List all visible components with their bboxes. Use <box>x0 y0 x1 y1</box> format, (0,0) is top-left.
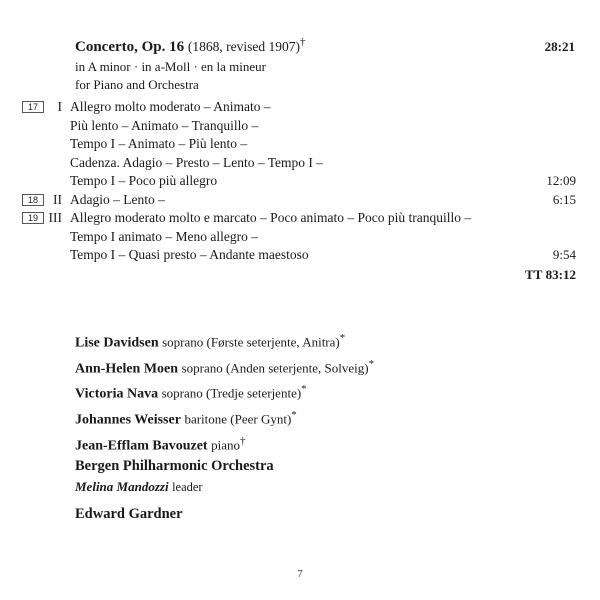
total-time-value: 83:12 <box>545 266 576 282</box>
performer-name: Ann-Helen Moen <box>75 361 179 377</box>
movement-line <box>70 246 600 265</box>
movement-numeral: II <box>53 191 62 207</box>
movement-line <box>70 228 600 247</box>
movement-line-text: Più lento – Animato – Tranquillo – <box>70 117 259 133</box>
movement-row <box>0 209 600 265</box>
movement-list <box>0 98 600 283</box>
movement-line-text: Tempo I – Poco più allegro <box>70 173 218 188</box>
movement-row <box>0 98 600 191</box>
performer-role: soprano (Anden seterjente, Solveig) <box>181 360 369 376</box>
movement-line <box>70 209 600 228</box>
movement-line-text: Tempo I – Animato – Più lento – <box>70 136 248 151</box>
performer-name: Johannes Weisser <box>75 412 181 428</box>
movement-text-block <box>70 98 600 191</box>
track-number: 17 <box>22 101 44 113</box>
performer-row-ensemble <box>75 456 555 477</box>
performer-row <box>75 379 555 405</box>
performer-list <box>75 328 555 525</box>
ensemble-name: Bergen Philharmonic Orchestra <box>75 458 274 475</box>
performer-row <box>75 431 555 457</box>
work-subtitle-key: in A minor · in a-Moll · en la mineur <box>75 59 266 74</box>
movement-numeral: III <box>48 210 62 225</box>
performer-role: soprano (Tredje seterjente) <box>161 385 302 401</box>
work-subtitle-forces: for Piano and Orchestra <box>75 77 199 92</box>
movement-line <box>70 117 600 136</box>
movement-line-text: Allegro moderato molto e marcato – Poco animato – Poco più tranquillo – <box>70 210 472 225</box>
total-time-label: TT <box>525 266 543 282</box>
total-time-row <box>0 267 600 283</box>
performer-name: Jean-Efflam Bavouzet <box>75 438 208 454</box>
movement-line-text: Tempo I – Quasi presto – Andante maestoso <box>70 247 309 262</box>
performer-row <box>75 405 555 431</box>
movement-line-text: Cadenza. Adagio – Presto – Lento – Tempo I – <box>70 154 324 170</box>
movement-line-duration: 9:54 <box>552 247 576 262</box>
performer-name: Lise Davidsen <box>75 335 159 351</box>
movement-text-block <box>70 191 600 210</box>
movement-row <box>0 191 600 210</box>
leader-role: leader <box>172 480 203 495</box>
movement-line <box>70 154 600 173</box>
performer-row-leader <box>75 477 555 498</box>
performer-row-conductor <box>75 504 555 525</box>
work-title-dates: (1868, revised 1907) <box>187 39 301 54</box>
performer-role: soprano (Første seterjente, Anitra) <box>162 334 340 350</box>
work-title-main: Concerto, Op. 16 <box>75 39 185 55</box>
track-number: 19 <box>22 212 44 224</box>
movement-line-text: Allegro molto moderato – Animato – <box>70 99 271 114</box>
performer-marker: * <box>368 357 375 370</box>
work-title <box>75 33 306 57</box>
performer-marker: * <box>291 408 297 421</box>
performer-row <box>75 328 555 354</box>
performer-marker: * <box>301 383 307 396</box>
movement-text-block <box>70 209 600 265</box>
leader-name: Melina Mandozzi <box>75 479 169 495</box>
performer-marker: † <box>239 434 246 447</box>
movement-line-text: Tempo I animato – Meno allegro – <box>70 228 259 244</box>
work-heading <box>75 33 575 93</box>
movement-line <box>70 172 600 191</box>
movement-line-text: Adagio – Lento – <box>70 191 165 207</box>
work-title-row <box>75 33 575 57</box>
performer-name: Victoria Nava <box>75 386 159 402</box>
performer-row <box>75 354 555 380</box>
movement-line-duration: 12:09 <box>546 173 576 188</box>
track-number: 18 <box>22 194 44 206</box>
movement-numeral: I <box>57 99 62 114</box>
performer-role: baritone (Peer Gynt) <box>184 411 292 427</box>
performer-marker: * <box>339 332 346 344</box>
work-title-marker: † <box>300 36 306 48</box>
movement-line <box>70 191 600 210</box>
movement-line-duration: 6:15 <box>552 191 576 207</box>
work-duration: 28:21 <box>544 39 575 54</box>
movement-line <box>70 135 600 154</box>
movement-line <box>70 98 600 117</box>
conductor-name: Edward Gardner <box>75 506 183 523</box>
performer-role: piano <box>211 437 240 453</box>
page-number: 7 <box>297 568 303 580</box>
